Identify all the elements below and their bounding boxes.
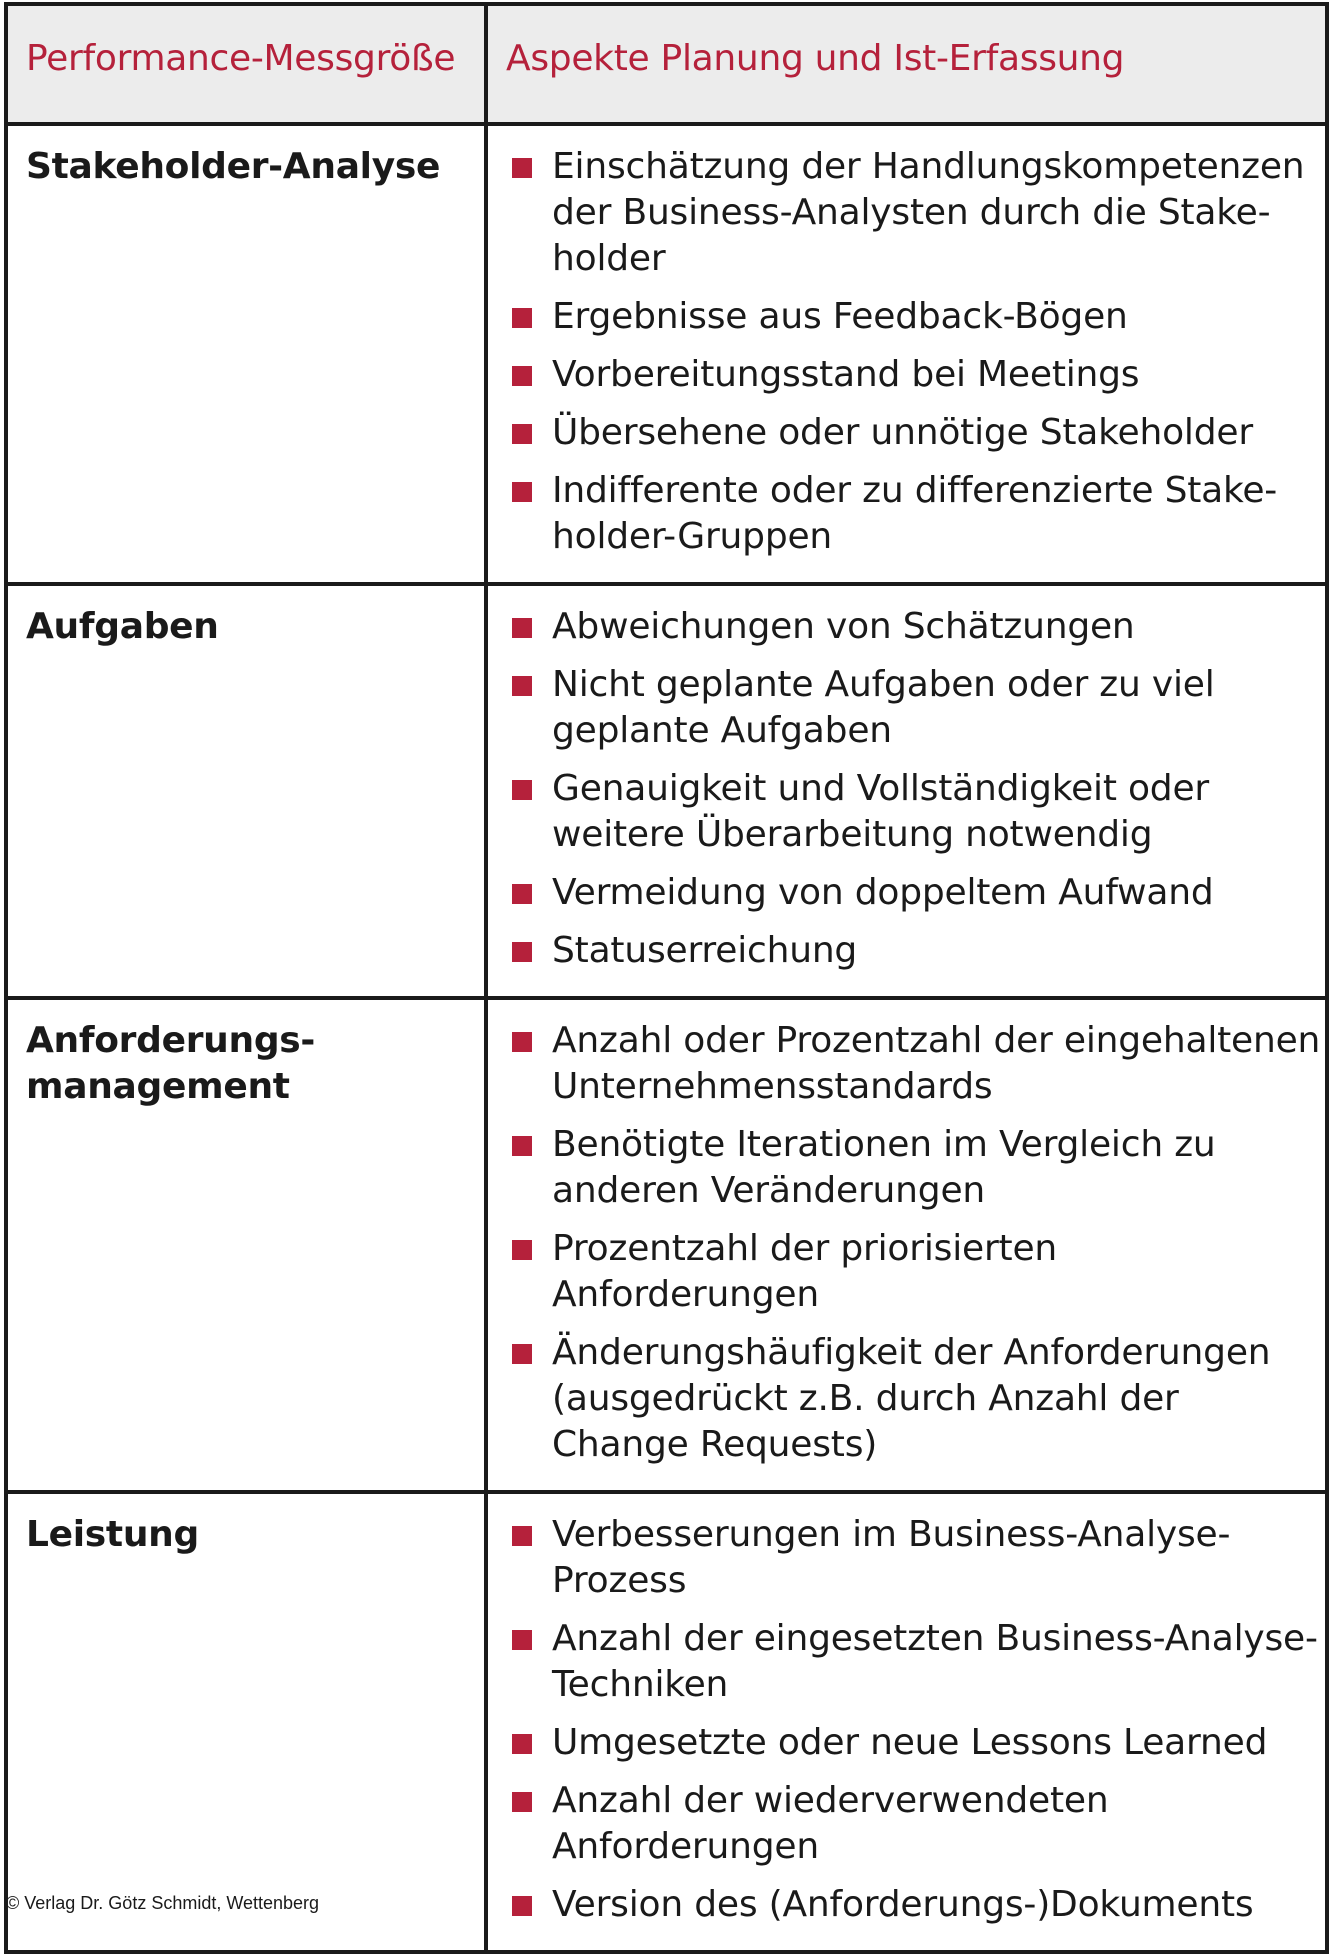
list-item xyxy=(512,1616,1325,1708)
header-performance-metric: Performance-Messgröße xyxy=(6,4,486,124)
square-bullet-icon xyxy=(512,1136,532,1156)
item-text: Verbesserungen im Business-Analyse- Prozess xyxy=(552,1514,1231,1601)
list-item xyxy=(512,468,1325,560)
list-item xyxy=(512,1330,1325,1468)
metric-label: Stakeholder-Analyse xyxy=(26,146,441,187)
list-item xyxy=(512,662,1325,754)
list-item xyxy=(512,870,1325,916)
table-row xyxy=(6,1492,1327,1952)
list-item xyxy=(512,928,1325,974)
item-text: Umgesetzte oder neue Lessons Learned xyxy=(552,1722,1268,1763)
list-item xyxy=(512,1226,1325,1318)
aspects-cell xyxy=(486,998,1327,1492)
list-item xyxy=(512,294,1325,340)
item-text: Statuserreichung xyxy=(552,930,858,971)
item-text: Prozentzahl der priorisierten Anforderungen xyxy=(552,1228,1058,1315)
metric-label: Aufgaben xyxy=(26,606,219,647)
item-text: Übersehene oder unnötige Stakeholder xyxy=(552,412,1253,453)
list-item xyxy=(512,410,1325,456)
aspects-list xyxy=(488,126,1325,582)
item-text: Benötigte Iterationen im Vergleich zu anderen Veränderungen xyxy=(552,1124,1216,1211)
aspects-list xyxy=(488,586,1325,996)
item-text: Vermeidung von doppeltem Aufwand xyxy=(552,872,1214,913)
square-bullet-icon xyxy=(512,780,532,800)
list-item xyxy=(512,1122,1325,1214)
table-row xyxy=(6,124,1327,584)
square-bullet-icon xyxy=(512,158,532,178)
square-bullet-icon xyxy=(512,1526,532,1546)
list-item xyxy=(512,604,1325,650)
list-item xyxy=(512,766,1325,858)
item-text: Abweichungen von Schätzungen xyxy=(552,606,1135,647)
square-bullet-icon xyxy=(512,1344,532,1364)
aspects-cell xyxy=(486,584,1327,998)
item-text: Vorbereitungsstand bei Meetings xyxy=(552,354,1140,395)
item-text: Anzahl der eingesetzten Business-Analyse- Techniken xyxy=(552,1618,1318,1705)
list-item xyxy=(512,1882,1325,1928)
metric-label: Anforderungs- management xyxy=(26,1020,316,1107)
copyright-credit: © Verlag Dr. Götz Schmidt, Wettenberg xyxy=(6,1893,320,1913)
square-bullet-icon xyxy=(512,884,532,904)
item-text: Version des (Anforderungs-)Dokuments xyxy=(552,1884,1254,1925)
aspects-cell xyxy=(486,1492,1327,1952)
list-item xyxy=(512,144,1325,282)
square-bullet-icon xyxy=(512,942,532,962)
metric-cell xyxy=(6,1492,486,1952)
square-bullet-icon xyxy=(512,1032,532,1052)
table-row xyxy=(6,998,1327,1492)
square-bullet-icon xyxy=(512,366,532,386)
item-text: Änderungshäufigkeit der Anforderungen (ausgedrückt z.B. durch Anzahl der Change Requests) xyxy=(552,1332,1271,1465)
performance-table xyxy=(4,2,1329,1954)
metric-cell xyxy=(6,124,486,584)
item-text: Ergebnisse aus Feedback-Bögen xyxy=(552,296,1128,337)
list-item xyxy=(512,1720,1325,1766)
list-item xyxy=(512,352,1325,398)
square-bullet-icon xyxy=(512,1240,532,1260)
aspects-list xyxy=(488,1000,1325,1490)
header-aspects: Aspekte Planung und Ist-Erfassung xyxy=(486,4,1327,124)
table-header-row xyxy=(6,4,1327,124)
square-bullet-icon xyxy=(512,618,532,638)
square-bullet-icon xyxy=(512,424,532,444)
metric-cell xyxy=(6,998,486,1492)
item-text: Einschätzung der Handlungskompetenzen der Business-Analysten durch die Stake- holder xyxy=(552,146,1305,279)
list-item xyxy=(512,1778,1325,1870)
item-text: Anzahl oder Prozentzahl der eingehaltenen Unternehmensstandards xyxy=(552,1020,1321,1107)
item-text: Genauigkeit und Vollständigkeit oder weitere Überarbeitung notwendig xyxy=(552,768,1210,855)
aspects-list xyxy=(488,1494,1325,1950)
list-item xyxy=(512,1018,1325,1110)
square-bullet-icon xyxy=(512,1896,532,1916)
table-row xyxy=(6,584,1327,998)
square-bullet-icon xyxy=(512,1630,532,1650)
square-bullet-icon xyxy=(512,1792,532,1812)
square-bullet-icon xyxy=(512,1734,532,1754)
item-text: Indifferente oder zu differenzierte Stake- holder-Gruppen xyxy=(552,470,1278,557)
list-item xyxy=(512,1512,1325,1604)
square-bullet-icon xyxy=(512,308,532,328)
square-bullet-icon xyxy=(512,482,532,502)
square-bullet-icon xyxy=(512,676,532,696)
item-text: Anzahl der wiederverwendeten Anforderungen xyxy=(552,1780,1109,1867)
metric-label: Leistung xyxy=(26,1514,199,1555)
metric-cell xyxy=(6,584,486,998)
item-text: Nicht geplante Aufgaben oder zu viel geplante Aufgaben xyxy=(552,664,1215,751)
aspects-cell xyxy=(486,124,1327,584)
